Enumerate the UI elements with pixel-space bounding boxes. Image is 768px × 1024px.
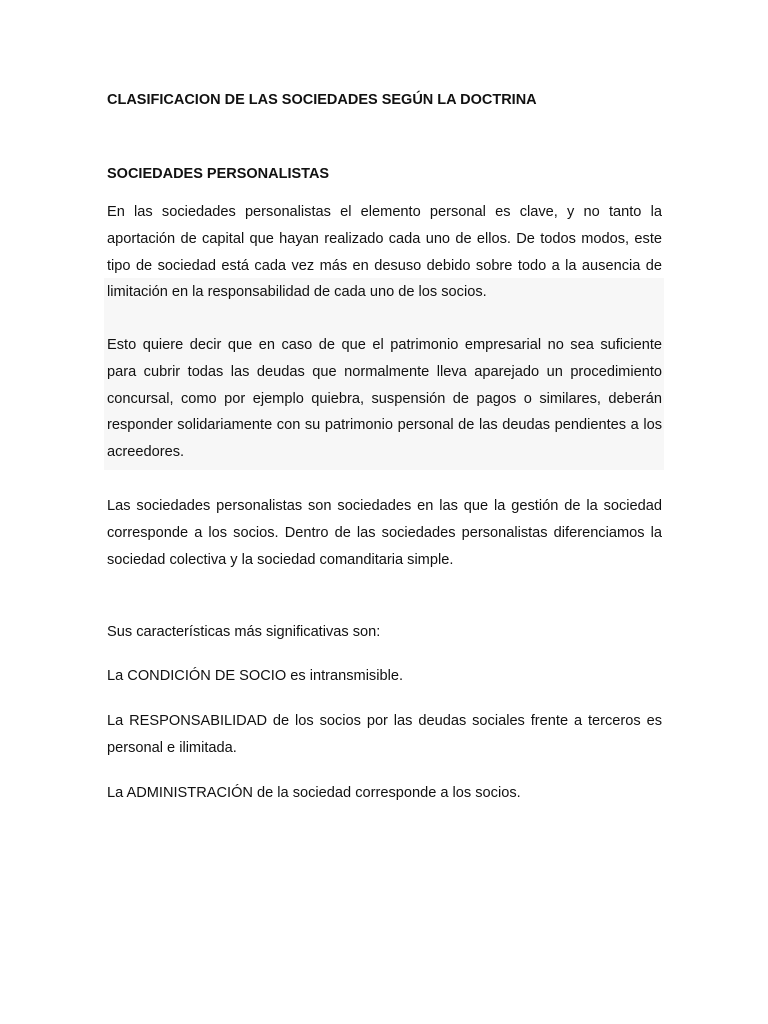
document-title: CLASIFICACION DE LAS SOCIEDADES SEGÚN LA DOCTRINA [107, 92, 537, 108]
characteristics-intro: Sus características más significativas son: [107, 624, 381, 640]
paragraph-management: Las sociedades personalistas son sociedades en las que la gestión de la sociedad corresponde a los socios. Dentro de las sociedades personalistas diferenciamos la sociedad colectiva y la sociedad comanditaria simple. [107, 498, 662, 568]
section-heading: SOCIEDADES PERSONALISTAS [107, 166, 330, 182]
paragraph-intro: En las sociedades personalistas el elemento personal es clave, y no tanto la aportación de capital que hayan realizado cada uno de ellos. De todos modos, este tipo de sociedad está cada vez más en desuso debido sobre todo a la ausencia de limitación en la responsabilidad de cada uno de los socios. [107, 204, 662, 301]
paragraph-liability: Esto quiere decir que en caso de que el patrimonio empresarial no sea suficiente para cubrir todas las deudas que normalmente lleva aparejado un procedimiento concursal, como por ejemplo quiebra, suspensión de pagos o similares, deberán responder solidariamente con su patrimonio personal de las deudas pendientes a los acreedores. [107, 337, 662, 461]
characteristic-item: La CONDICIÓN DE SOCIO es intransmisible. [107, 668, 404, 684]
characteristic-item: La ADMINISTRACIÓN de la sociedad corresponde a los socios. [107, 785, 521, 801]
characteristic-item: La RESPONSABILIDAD de los socios por las deudas sociales frente a terceros es personal e ilimitada. [107, 713, 662, 756]
